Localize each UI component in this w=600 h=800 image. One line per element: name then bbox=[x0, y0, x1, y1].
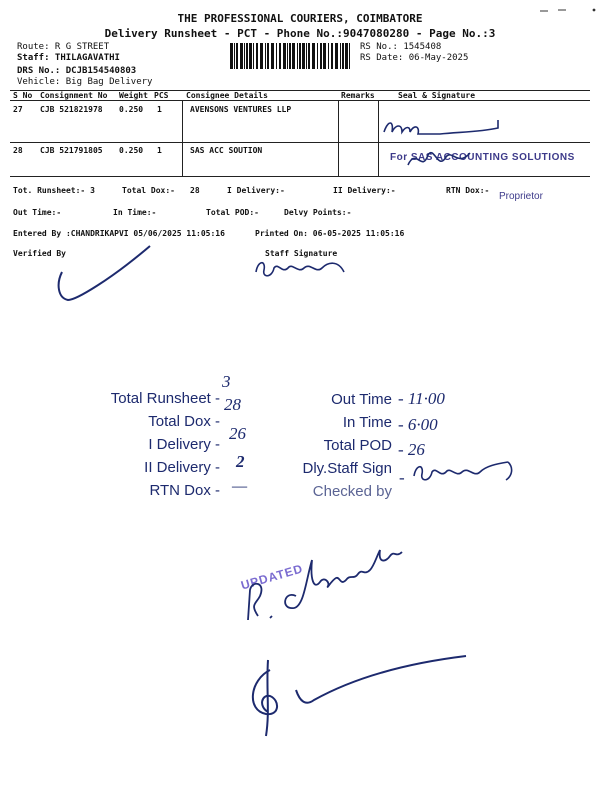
consignee-signature-1 bbox=[380, 112, 510, 140]
verified-by-label: Verified By bbox=[13, 249, 66, 258]
corner-scan-marks bbox=[538, 4, 598, 18]
checker-signature bbox=[240, 520, 440, 640]
in-time-label: In Time:- bbox=[113, 208, 157, 217]
i-delivery-label: I Delivery:- bbox=[227, 186, 285, 195]
barcode-bar bbox=[297, 43, 298, 69]
barcode-bar bbox=[312, 43, 315, 69]
col-consignee: Consignee Details bbox=[186, 91, 268, 100]
barcode-bar bbox=[299, 43, 301, 69]
col-divider-remarks bbox=[338, 100, 339, 176]
barcode-bar bbox=[249, 43, 252, 69]
col-divider-consignee bbox=[182, 100, 183, 176]
barcode-bar bbox=[292, 43, 295, 69]
barcode-bar bbox=[328, 43, 329, 69]
rs-number: RS No.: 1545408 bbox=[360, 42, 442, 52]
consignee-seal: For SAS ACCOUNTING SOLUTIONS bbox=[390, 152, 575, 163]
hw-label-i-delivery: I Delivery - bbox=[148, 436, 220, 453]
barcode-bar bbox=[283, 43, 286, 69]
hw-label-total-pod: Total POD bbox=[323, 437, 392, 454]
drs-field: DRS No.: DCJB154540803 bbox=[17, 66, 137, 76]
hw-label-rtn-dox: RTN Dox - bbox=[149, 482, 220, 499]
total-dox-value: 28 bbox=[190, 186, 200, 195]
table-bottom-rule bbox=[10, 176, 590, 177]
hw-label-ii-delivery: II Delivery - bbox=[144, 459, 220, 476]
barcode-bar bbox=[246, 43, 248, 69]
total-dox-label: Total Dox:- bbox=[122, 186, 175, 195]
barcode-bar bbox=[345, 43, 348, 69]
row1-weight: 0.250 bbox=[119, 105, 144, 114]
col-pcs: PCS bbox=[154, 91, 169, 100]
barcode-bar bbox=[267, 43, 269, 69]
barcode-bar bbox=[317, 43, 318, 69]
barcode bbox=[230, 43, 354, 69]
delivery-points-label: Delvy Points:- bbox=[284, 208, 352, 217]
hw-label-in-time: In Time bbox=[342, 414, 392, 431]
barcode-bar bbox=[340, 43, 341, 69]
staff-field: Staff: THILAGAVATHI bbox=[17, 53, 120, 63]
barcode-bar bbox=[302, 43, 305, 69]
hw-staff-sign-signature bbox=[410, 458, 520, 486]
consignee-signature-2 bbox=[404, 143, 474, 175]
vehicle-field: Vehicle: Big Bag Delivery bbox=[17, 77, 153, 87]
col-seal: Seal & Signature bbox=[398, 91, 476, 100]
row1-consignment: CJB 521821978 bbox=[40, 105, 103, 114]
bottom-signature bbox=[240, 650, 480, 740]
col-sno: S No bbox=[13, 91, 33, 100]
hw-value-ii-delivery: 2 bbox=[236, 452, 245, 471]
verified-check-mark bbox=[50, 240, 160, 310]
hw-value-out-time: - 11·00 bbox=[398, 389, 445, 408]
barcode-bar bbox=[279, 43, 281, 69]
company-title: THE PROFESSIONAL COURIERS, COIMBATORE bbox=[177, 12, 423, 25]
barcode-bar bbox=[265, 43, 266, 69]
hw-label-staff-sign: Dly.Staff Sign bbox=[302, 460, 392, 477]
row1-sno: 27 bbox=[13, 105, 23, 114]
hw-label-total-dox: Total Dox - bbox=[148, 413, 220, 430]
barcode-bar bbox=[260, 43, 263, 69]
barcode-bar bbox=[323, 43, 326, 69]
barcode-bar bbox=[320, 43, 322, 69]
barcode-bar bbox=[306, 43, 307, 69]
total-runsheet: Tot. Runsheet:- 3 bbox=[13, 186, 95, 195]
row2-consignee: SAS ACC SOUTION bbox=[190, 146, 263, 155]
barcode-bar bbox=[256, 43, 258, 69]
barcode-bar bbox=[253, 43, 254, 69]
ii-delivery-label: II Delivery:- bbox=[333, 186, 396, 195]
route-field: Route: R G STREET bbox=[17, 42, 110, 52]
barcode-bar bbox=[308, 43, 310, 69]
hw-label-total-runsheet: Total Runsheet - bbox=[110, 390, 220, 407]
barcode-bar bbox=[287, 43, 288, 69]
out-time-label: Out Time:- bbox=[13, 208, 62, 217]
row1-pcs: 1 bbox=[157, 105, 162, 114]
barcode-bar bbox=[331, 43, 333, 69]
col-consignment: Consignment No bbox=[40, 91, 108, 100]
barcode-bar bbox=[236, 43, 238, 69]
col-divider-seal bbox=[378, 100, 379, 176]
hw-value-total-pod: - 26 bbox=[398, 440, 425, 459]
barcode-bar bbox=[276, 43, 277, 69]
entered-by: Entered By :CHANDRIKAPVI 05/06/2025 11:05:16 bbox=[13, 229, 225, 238]
hw-value-total-runsheet: 3 bbox=[222, 372, 231, 391]
table-header-rule bbox=[10, 100, 590, 101]
barcode-bar bbox=[244, 43, 245, 69]
runsheet-subtitle: Delivery Runsheet - PCT - Phone No.:9047080280 - Page No.:3 bbox=[104, 27, 496, 40]
row2-sno: 28 bbox=[13, 146, 23, 155]
updated-stamp: UPDATED bbox=[239, 561, 305, 593]
hw-label-checked-by: Checked by bbox=[312, 483, 392, 500]
printed-on: Printed On: 06-05-2025 11:05:16 bbox=[255, 229, 405, 238]
row-divider bbox=[10, 142, 590, 143]
hw-label-out-time: Out Time bbox=[331, 391, 392, 408]
hw-value-total-dox: 28 bbox=[224, 395, 241, 414]
barcode-bar bbox=[342, 43, 344, 69]
row1-consignee: AVENSONS VENTURES LLP bbox=[190, 105, 292, 114]
rtn-dox-label: RTN Dox:- bbox=[446, 186, 490, 195]
col-remarks: Remarks bbox=[341, 91, 375, 100]
barcode-bar bbox=[234, 43, 235, 69]
barcode-bar bbox=[335, 43, 338, 69]
barcode-bar bbox=[240, 43, 243, 69]
hw-value-i-delivery: 26 bbox=[229, 424, 246, 443]
barcode-bar bbox=[349, 43, 350, 69]
col-weight: Weight bbox=[119, 91, 148, 100]
hw-value-in-time: - 6·00 bbox=[398, 415, 438, 434]
barcode-bar bbox=[230, 43, 233, 69]
hw-value-staff-sign-dash: - bbox=[399, 468, 405, 487]
barcode-bar bbox=[271, 43, 274, 69]
staff-signature-label: Staff Signature bbox=[265, 249, 338, 258]
hw-value-rtn-dox: — bbox=[232, 476, 248, 495]
rs-date: RS Date: 06-May-2025 bbox=[360, 53, 469, 63]
total-pod-label: Total POD:- bbox=[206, 208, 259, 217]
row2-pcs: 1 bbox=[157, 146, 162, 155]
staff-signature bbox=[252, 256, 352, 282]
row2-consignment: CJB 521791805 bbox=[40, 146, 103, 155]
row2-weight: 0.250 bbox=[119, 146, 144, 155]
seal-proprietor: Proprietor bbox=[499, 191, 543, 202]
barcode-bar bbox=[289, 43, 291, 69]
